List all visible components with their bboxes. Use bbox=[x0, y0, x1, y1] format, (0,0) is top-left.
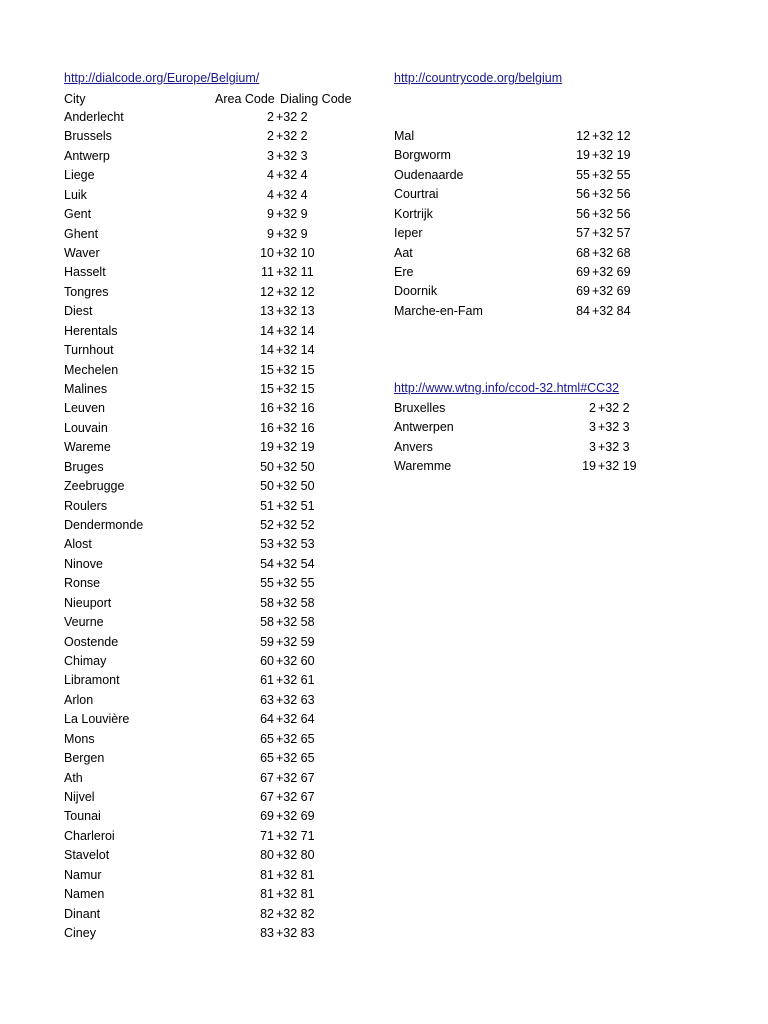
area-code-cell: 54 bbox=[260, 556, 274, 571]
area-code-cell: 69 bbox=[576, 265, 590, 279]
area-code-cell: 53 bbox=[260, 537, 274, 552]
table-row bbox=[0, 516, 768, 535]
city-cell: Liege bbox=[64, 168, 95, 183]
city-cell: Doornik bbox=[394, 284, 438, 299]
table-row bbox=[0, 205, 768, 224]
area-code-cell: 65 bbox=[260, 751, 274, 766]
area-code-cell: 2 bbox=[589, 401, 596, 415]
city-cell: Oostende bbox=[64, 634, 119, 649]
table-row bbox=[0, 108, 768, 127]
table-row bbox=[0, 477, 768, 496]
city-cell: Mechelen bbox=[64, 362, 119, 377]
dialing-code-cell: +32 2 bbox=[276, 129, 308, 144]
city-cell: Mons bbox=[64, 731, 95, 746]
table-row bbox=[0, 146, 768, 165]
city-cell: Roulers bbox=[64, 498, 108, 513]
dialing-code-cell: +32 81 bbox=[276, 887, 315, 902]
dialing-code-cell: +32 19 bbox=[592, 148, 631, 163]
area-code-cell: 83 bbox=[260, 926, 274, 941]
dialing-code-cell: +32 61 bbox=[276, 673, 315, 688]
city-cell: Ghent bbox=[64, 226, 99, 241]
table-row bbox=[0, 555, 768, 574]
city-cell: Diest bbox=[64, 304, 93, 319]
dialing-code-cell: +32 69 bbox=[592, 265, 631, 279]
table-row bbox=[0, 788, 768, 807]
dialing-code-cell: +32 14 bbox=[276, 323, 315, 338]
dialing-code-cell: +32 67 bbox=[276, 770, 315, 785]
area-code-cell: 58 bbox=[260, 615, 274, 630]
city-cell: Kortrijk bbox=[394, 206, 433, 221]
table-row bbox=[0, 769, 768, 788]
area-code-cell: 61 bbox=[260, 673, 274, 688]
table-row bbox=[0, 633, 768, 652]
city-cell: Hasselt bbox=[64, 265, 106, 280]
city-cell: Namur bbox=[64, 867, 102, 882]
dialing-code-cell: +32 57 bbox=[592, 226, 631, 241]
area-code-cell: 10 bbox=[260, 246, 274, 260]
city-cell: Oudenaarde bbox=[394, 167, 464, 182]
area-code-cell: 55 bbox=[260, 576, 274, 591]
dialing-code-cell: +32 2 bbox=[598, 401, 630, 415]
dialing-code-cell: +32 3 bbox=[598, 420, 630, 435]
area-code-cell: 71 bbox=[260, 828, 274, 843]
city-cell: Waremme bbox=[394, 459, 452, 474]
dialing-code-cell: +32 15 bbox=[276, 362, 315, 377]
city-cell: Louvain bbox=[64, 420, 108, 435]
area-code-cell: 15 bbox=[260, 362, 274, 377]
dialing-code-cell: +32 13 bbox=[276, 304, 315, 319]
table-row bbox=[0, 710, 768, 729]
dialing-code-cell: +32 4 bbox=[276, 187, 308, 202]
table-row bbox=[0, 905, 768, 924]
city-cell: Marche-en-Fam bbox=[394, 303, 483, 318]
dialing-code-cell: +32 4 bbox=[276, 168, 308, 183]
area-code-cell: 55 bbox=[576, 167, 590, 182]
dialing-code-cell: +32 65 bbox=[276, 751, 315, 766]
dialing-code-cell: +32 80 bbox=[276, 848, 315, 863]
area-code-cell: 80 bbox=[260, 848, 274, 863]
area-code-cell: 51 bbox=[260, 498, 274, 513]
dialing-code-cell: +32 2 bbox=[276, 110, 308, 124]
dialing-code-cell: +32 60 bbox=[276, 654, 315, 669]
dialing-code-cell: +32 50 bbox=[276, 459, 315, 474]
table-row bbox=[0, 282, 768, 301]
city-cell: Alost bbox=[64, 537, 92, 552]
table-row bbox=[0, 730, 768, 749]
dialing-code-cell: +32 3 bbox=[598, 439, 630, 454]
city-cell: Mal bbox=[394, 129, 415, 143]
area-code-cell: 9 bbox=[267, 226, 274, 241]
dialing-code-cell: +32 58 bbox=[276, 615, 315, 630]
city-cell: Veurne bbox=[64, 615, 104, 630]
area-code-cell: 19 bbox=[582, 459, 596, 474]
dialcode-link[interactable]: http://dialcode.org/Europe/Belgium/ bbox=[64, 71, 260, 85]
area-code-cell: 67 bbox=[260, 790, 274, 805]
table-row bbox=[0, 166, 768, 185]
city-cell: Brussels bbox=[64, 129, 112, 144]
table-row bbox=[0, 418, 768, 437]
city-cell: Waver bbox=[64, 246, 100, 260]
header-city: City bbox=[64, 92, 86, 106]
area-code-cell: 69 bbox=[260, 809, 274, 824]
dialing-code-cell: +32 52 bbox=[276, 518, 315, 533]
table-row bbox=[0, 127, 768, 146]
city-cell: Nieuport bbox=[64, 595, 112, 610]
table-row bbox=[0, 652, 768, 671]
table-row bbox=[0, 263, 768, 282]
city-cell: La Louvière bbox=[64, 712, 130, 727]
table-row bbox=[0, 497, 768, 516]
table-row bbox=[0, 361, 768, 380]
city-cell: Stavelot bbox=[64, 848, 110, 863]
area-code-cell: 68 bbox=[576, 245, 590, 260]
area-code-cell: 15 bbox=[260, 382, 274, 397]
city-cell: Borgworm bbox=[394, 148, 451, 163]
city-cell: Malines bbox=[64, 382, 108, 397]
city-cell: Tongres bbox=[64, 284, 109, 299]
city-cell: Nijvel bbox=[64, 790, 95, 805]
city-cell: Dinant bbox=[64, 906, 101, 921]
area-code-cell: 50 bbox=[260, 479, 274, 494]
city-cell: Libramont bbox=[64, 673, 120, 688]
area-code-cell: 19 bbox=[260, 440, 274, 455]
dialing-code-cell: +32 55 bbox=[592, 167, 631, 182]
table-row bbox=[0, 224, 768, 243]
city-cell: Leuven bbox=[64, 401, 106, 416]
area-code-cell: 3 bbox=[267, 148, 274, 163]
area-code-cell: 3 bbox=[589, 439, 596, 454]
table-row bbox=[0, 846, 768, 865]
dialing-code-cell: +32 65 bbox=[276, 731, 315, 746]
table-row bbox=[0, 807, 768, 826]
table-row bbox=[0, 341, 768, 360]
dialing-code-cell: +32 56 bbox=[592, 206, 631, 221]
city-cell: Chimay bbox=[64, 654, 107, 669]
header-dialing-code: Dialing Code bbox=[280, 92, 352, 106]
dialing-code-cell: +32 16 bbox=[276, 401, 315, 416]
city-cell: Zeebrugge bbox=[64, 479, 125, 494]
dialing-code-cell: +32 12 bbox=[276, 284, 315, 299]
city-cell: Antwerp bbox=[64, 148, 110, 163]
dialing-code-cell: +32 16 bbox=[276, 420, 315, 435]
city-cell: Luik bbox=[64, 187, 87, 202]
city-cell: Bruxelles bbox=[394, 401, 446, 415]
dialing-code-cell: +32 10 bbox=[276, 246, 315, 260]
dialing-code-cell: +32 63 bbox=[276, 692, 315, 707]
area-code-cell: 67 bbox=[260, 770, 274, 785]
city-cell: Ieper bbox=[394, 226, 423, 241]
table-row bbox=[0, 380, 768, 399]
city-cell: Ere bbox=[394, 265, 414, 279]
dialing-code-cell: +32 59 bbox=[276, 634, 315, 649]
city-cell: Ath bbox=[64, 770, 83, 785]
dialing-code-cell: +32 50 bbox=[276, 479, 315, 494]
area-code-cell: 19 bbox=[576, 148, 590, 163]
header-area-code: Area Code bbox=[215, 92, 275, 106]
dialing-code-cell: +32 55 bbox=[276, 576, 315, 591]
dialing-code-cell: +32 9 bbox=[276, 207, 308, 222]
area-code-cell: 64 bbox=[260, 712, 274, 727]
table-row bbox=[0, 827, 768, 846]
area-code-cell: 82 bbox=[260, 906, 274, 921]
dialing-code-cell: +32 3 bbox=[276, 148, 308, 163]
area-code-cell: 58 bbox=[260, 595, 274, 610]
area-code-cell: 16 bbox=[260, 401, 274, 416]
area-code-cell: 52 bbox=[260, 518, 274, 533]
city-cell: Tounai bbox=[64, 809, 101, 824]
city-cell: Ninove bbox=[64, 556, 103, 571]
city-cell: Antwerpen bbox=[394, 420, 454, 435]
dialing-code-cell: +32 12 bbox=[592, 129, 631, 143]
dialing-code-cell: +32 67 bbox=[276, 790, 315, 805]
city-cell: Charleroi bbox=[64, 828, 115, 843]
area-code-cell: 81 bbox=[260, 867, 274, 882]
area-code-cell: 81 bbox=[260, 887, 274, 902]
area-code-cell: 9 bbox=[267, 207, 274, 222]
city-cell: Anderlecht bbox=[64, 110, 124, 124]
dialing-code-cell: +32 14 bbox=[276, 343, 315, 358]
table-row bbox=[0, 594, 768, 613]
dialing-code-cell: +32 56 bbox=[592, 187, 631, 202]
table-row bbox=[0, 671, 768, 690]
wtng-link[interactable]: http://www.wtng.info/ccod-32.html#CC32 bbox=[394, 381, 620, 395]
table-row bbox=[0, 574, 768, 593]
area-code-cell: 4 bbox=[267, 168, 274, 183]
dialing-code-cell: +32 71 bbox=[276, 828, 315, 843]
table-row bbox=[0, 244, 768, 263]
city-cell: Courtrai bbox=[394, 187, 439, 202]
area-code-cell: 12 bbox=[260, 284, 274, 299]
area-code-cell: 63 bbox=[260, 692, 274, 707]
table-row bbox=[0, 885, 768, 904]
table-row bbox=[0, 613, 768, 632]
dialing-code-cell: +32 19 bbox=[598, 459, 637, 474]
area-code-cell: 50 bbox=[260, 459, 274, 474]
dialing-code-cell: +32 82 bbox=[276, 906, 315, 921]
countrycode-link[interactable]: http://countrycode.org/belgium bbox=[394, 71, 563, 85]
area-code-cell: 57 bbox=[576, 226, 590, 241]
city-cell: Bruges bbox=[64, 459, 104, 474]
dialing-code-cell: +32 83 bbox=[276, 926, 315, 941]
area-code-cell: 16 bbox=[260, 420, 274, 435]
area-code-cell: 84 bbox=[576, 303, 590, 318]
area-code-cell: 12 bbox=[576, 129, 590, 143]
table-row bbox=[0, 749, 768, 768]
dialing-code-cell: +32 84 bbox=[592, 303, 631, 318]
area-code-cell: 11 bbox=[261, 265, 274, 280]
city-cell: Arlon bbox=[64, 692, 94, 707]
table-row bbox=[0, 185, 768, 204]
dialing-code-cell: +32 81 bbox=[276, 867, 315, 882]
table-row bbox=[0, 866, 768, 885]
dialing-code-cell: +32 54 bbox=[276, 556, 315, 571]
area-code-cell: 14 bbox=[260, 343, 274, 358]
city-cell: Gent bbox=[64, 207, 92, 222]
dialing-code-cell: +32 9 bbox=[276, 226, 308, 241]
table-row bbox=[0, 691, 768, 710]
dialing-code-cell: +32 68 bbox=[592, 245, 631, 260]
table-row bbox=[0, 924, 768, 943]
area-code-cell: 59 bbox=[260, 634, 274, 649]
table-row bbox=[0, 438, 768, 457]
area-code-cell: 2 bbox=[267, 110, 274, 124]
area-code-cell: 56 bbox=[576, 206, 590, 221]
city-cell: Anvers bbox=[394, 439, 433, 454]
city-cell: Turnhout bbox=[64, 343, 114, 358]
city-cell: Herentals bbox=[64, 323, 118, 338]
area-code-cell: 56 bbox=[576, 187, 590, 202]
dialing-code-cell: +32 64 bbox=[276, 712, 315, 727]
area-code-cell: 3 bbox=[589, 420, 596, 435]
city-cell: Dendermonde bbox=[64, 518, 144, 533]
city-cell: Wareme bbox=[64, 440, 111, 455]
area-code-cell: 14 bbox=[260, 323, 274, 338]
city-cell: Ciney bbox=[64, 926, 96, 941]
city-cell: Aat bbox=[394, 245, 413, 260]
area-code-cell: 69 bbox=[576, 284, 590, 299]
area-code-cell: 65 bbox=[260, 731, 274, 746]
area-code-cell: 4 bbox=[267, 187, 274, 202]
dialing-code-cell: +32 11 bbox=[276, 265, 314, 280]
table-row bbox=[0, 457, 768, 476]
city-cell: Bergen bbox=[64, 751, 105, 766]
dialing-code-cell: +32 58 bbox=[276, 595, 315, 610]
dialing-code-cell: +32 69 bbox=[592, 284, 631, 299]
dialing-code-cell: +32 51 bbox=[276, 498, 315, 513]
area-code-cell: 13 bbox=[260, 304, 274, 319]
city-cell: Ronse bbox=[64, 576, 101, 591]
dialing-code-cell: +32 53 bbox=[276, 537, 315, 552]
dialing-code-cell: +32 19 bbox=[276, 440, 315, 455]
area-code-cell: 2 bbox=[267, 129, 274, 144]
dialing-code-cell: +32 15 bbox=[276, 382, 315, 397]
area-code-cell: 60 bbox=[260, 654, 274, 669]
table-row bbox=[0, 535, 768, 554]
dialing-code-cell: +32 69 bbox=[276, 809, 315, 824]
table-row bbox=[0, 399, 768, 418]
city-cell: Namen bbox=[64, 887, 105, 902]
table-row bbox=[0, 322, 768, 341]
table-row bbox=[0, 302, 768, 321]
